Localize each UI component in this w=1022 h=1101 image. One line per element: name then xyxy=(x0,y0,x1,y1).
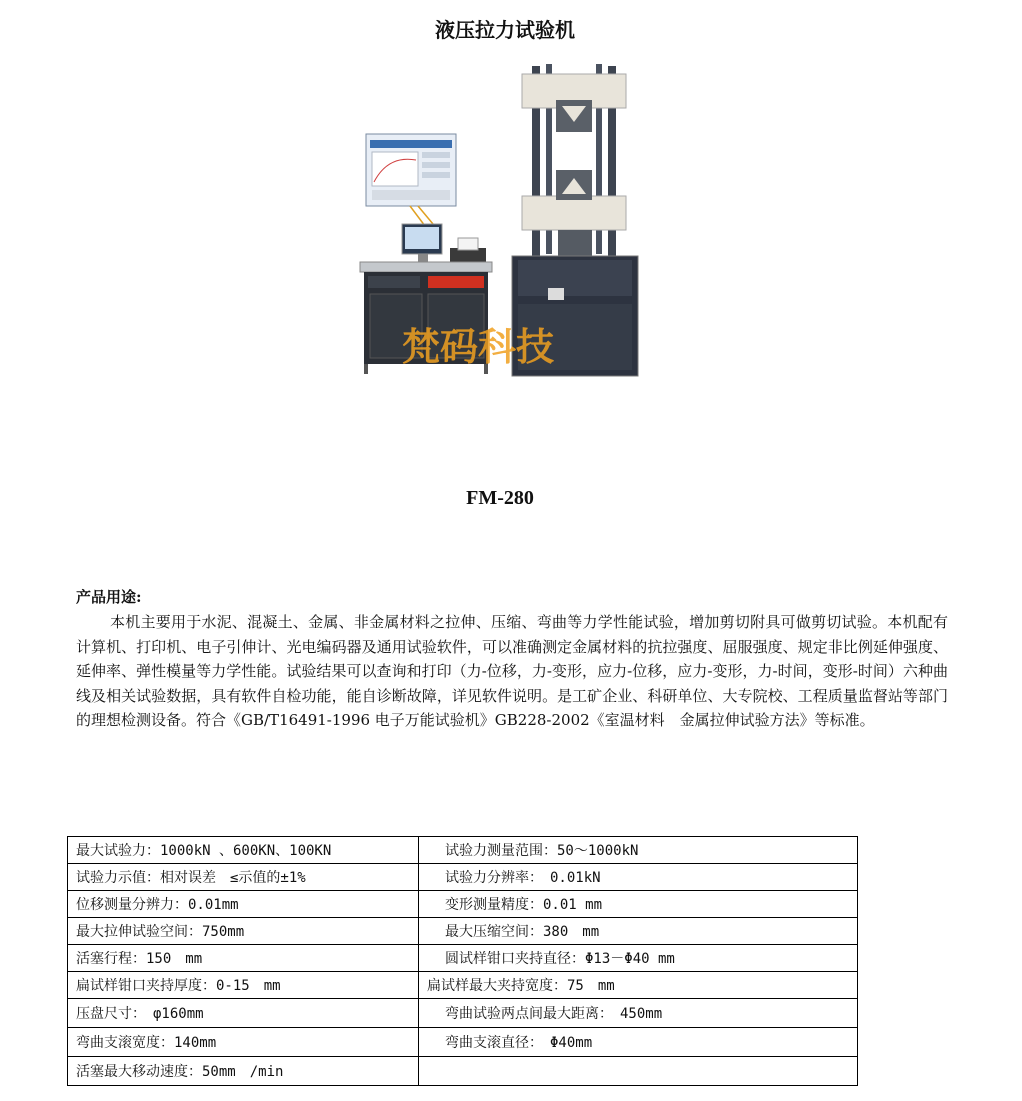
watermark-text: 梵码科技 xyxy=(401,324,555,369)
spec-cell: 试验力分辨率： 0.01kN xyxy=(419,864,858,891)
spec-cell: 试验力示值：相对误差 ≤示值的±1% xyxy=(68,864,419,891)
spec-cell: 压盘尺寸： φ160mm xyxy=(68,999,419,1028)
table-row xyxy=(68,918,858,945)
table-row xyxy=(68,837,858,864)
spec-cell: 圆试样钳口夹持直径：Φ13－Φ40 mm xyxy=(419,945,858,972)
spec-cell: 最大拉伸试验空间：750mm xyxy=(68,918,419,945)
model-number: FM-280 xyxy=(466,487,534,509)
usage-heading: 产品用途: xyxy=(76,588,142,606)
spec-cell: 活塞最大移动速度：50mm /min xyxy=(68,1057,419,1086)
spec-cell xyxy=(419,1057,858,1086)
table-row xyxy=(68,864,858,891)
spec-cell: 扁试样最大夹持宽度：75 mm xyxy=(419,972,858,999)
spec-cell: 位移测量分辨力：0.01mm xyxy=(68,891,419,918)
spec-cell: 弯曲支滚直径： Φ40mm xyxy=(419,1028,858,1057)
table-row xyxy=(68,999,858,1028)
spec-cell: 弯曲试验两点间最大距离： 450mm xyxy=(419,999,858,1028)
table-row xyxy=(68,891,858,918)
table-row xyxy=(68,972,858,999)
table-row xyxy=(68,1057,858,1086)
spec-table xyxy=(67,836,858,1086)
spec-cell: 弯曲支滚宽度：140mm xyxy=(68,1028,419,1057)
machine-photo xyxy=(358,60,640,378)
table-row xyxy=(68,1028,858,1057)
spec-cell: 活塞行程：150 mm xyxy=(68,945,419,972)
page-title: 液压拉力试验机 xyxy=(435,18,575,42)
spec-cell: 扁试样钳口夹持厚度：0-15 mm xyxy=(68,972,419,999)
spec-cell: 最大试验力：1000kN 、600KN、100KN xyxy=(68,837,419,864)
spec-cell: 试验力测量范围：50～1000kN xyxy=(419,837,858,864)
usage-paragraph: 本机主要用于水泥、混凝土、金属、非金属材料之拉伸、压缩、弯曲等力学性能试验，增加剪切附具可做剪切试验。本机配有计算机、打印机、电子引伸计、光电编码器及通用试验软件，可以准确测定金属材料的抗拉强度、屈服强度、规定非比例延伸强度、延伸率、弹性模量等力学性能。试验结果可以查询和打印（力-位移，力-变形，应力-位移，应力-变形，力-时间，变形-时间）六种曲线及相关试验数据，具有软件自检功能，能自诊断故障，详见软件说明。是工矿企业、科研单位、大专院校、工程质量监督站等部门的理想检测设备。符合《GB/T16491-1996 电子万能试验机》GB228-2002《室温材料 金属拉伸试验方法》等标准。 xyxy=(76,613,948,729)
spec-cell: 变形测量精度：0.01 mm xyxy=(419,891,858,918)
table-row xyxy=(68,945,858,972)
spec-cell: 最大压缩空间：380 mm xyxy=(419,918,858,945)
